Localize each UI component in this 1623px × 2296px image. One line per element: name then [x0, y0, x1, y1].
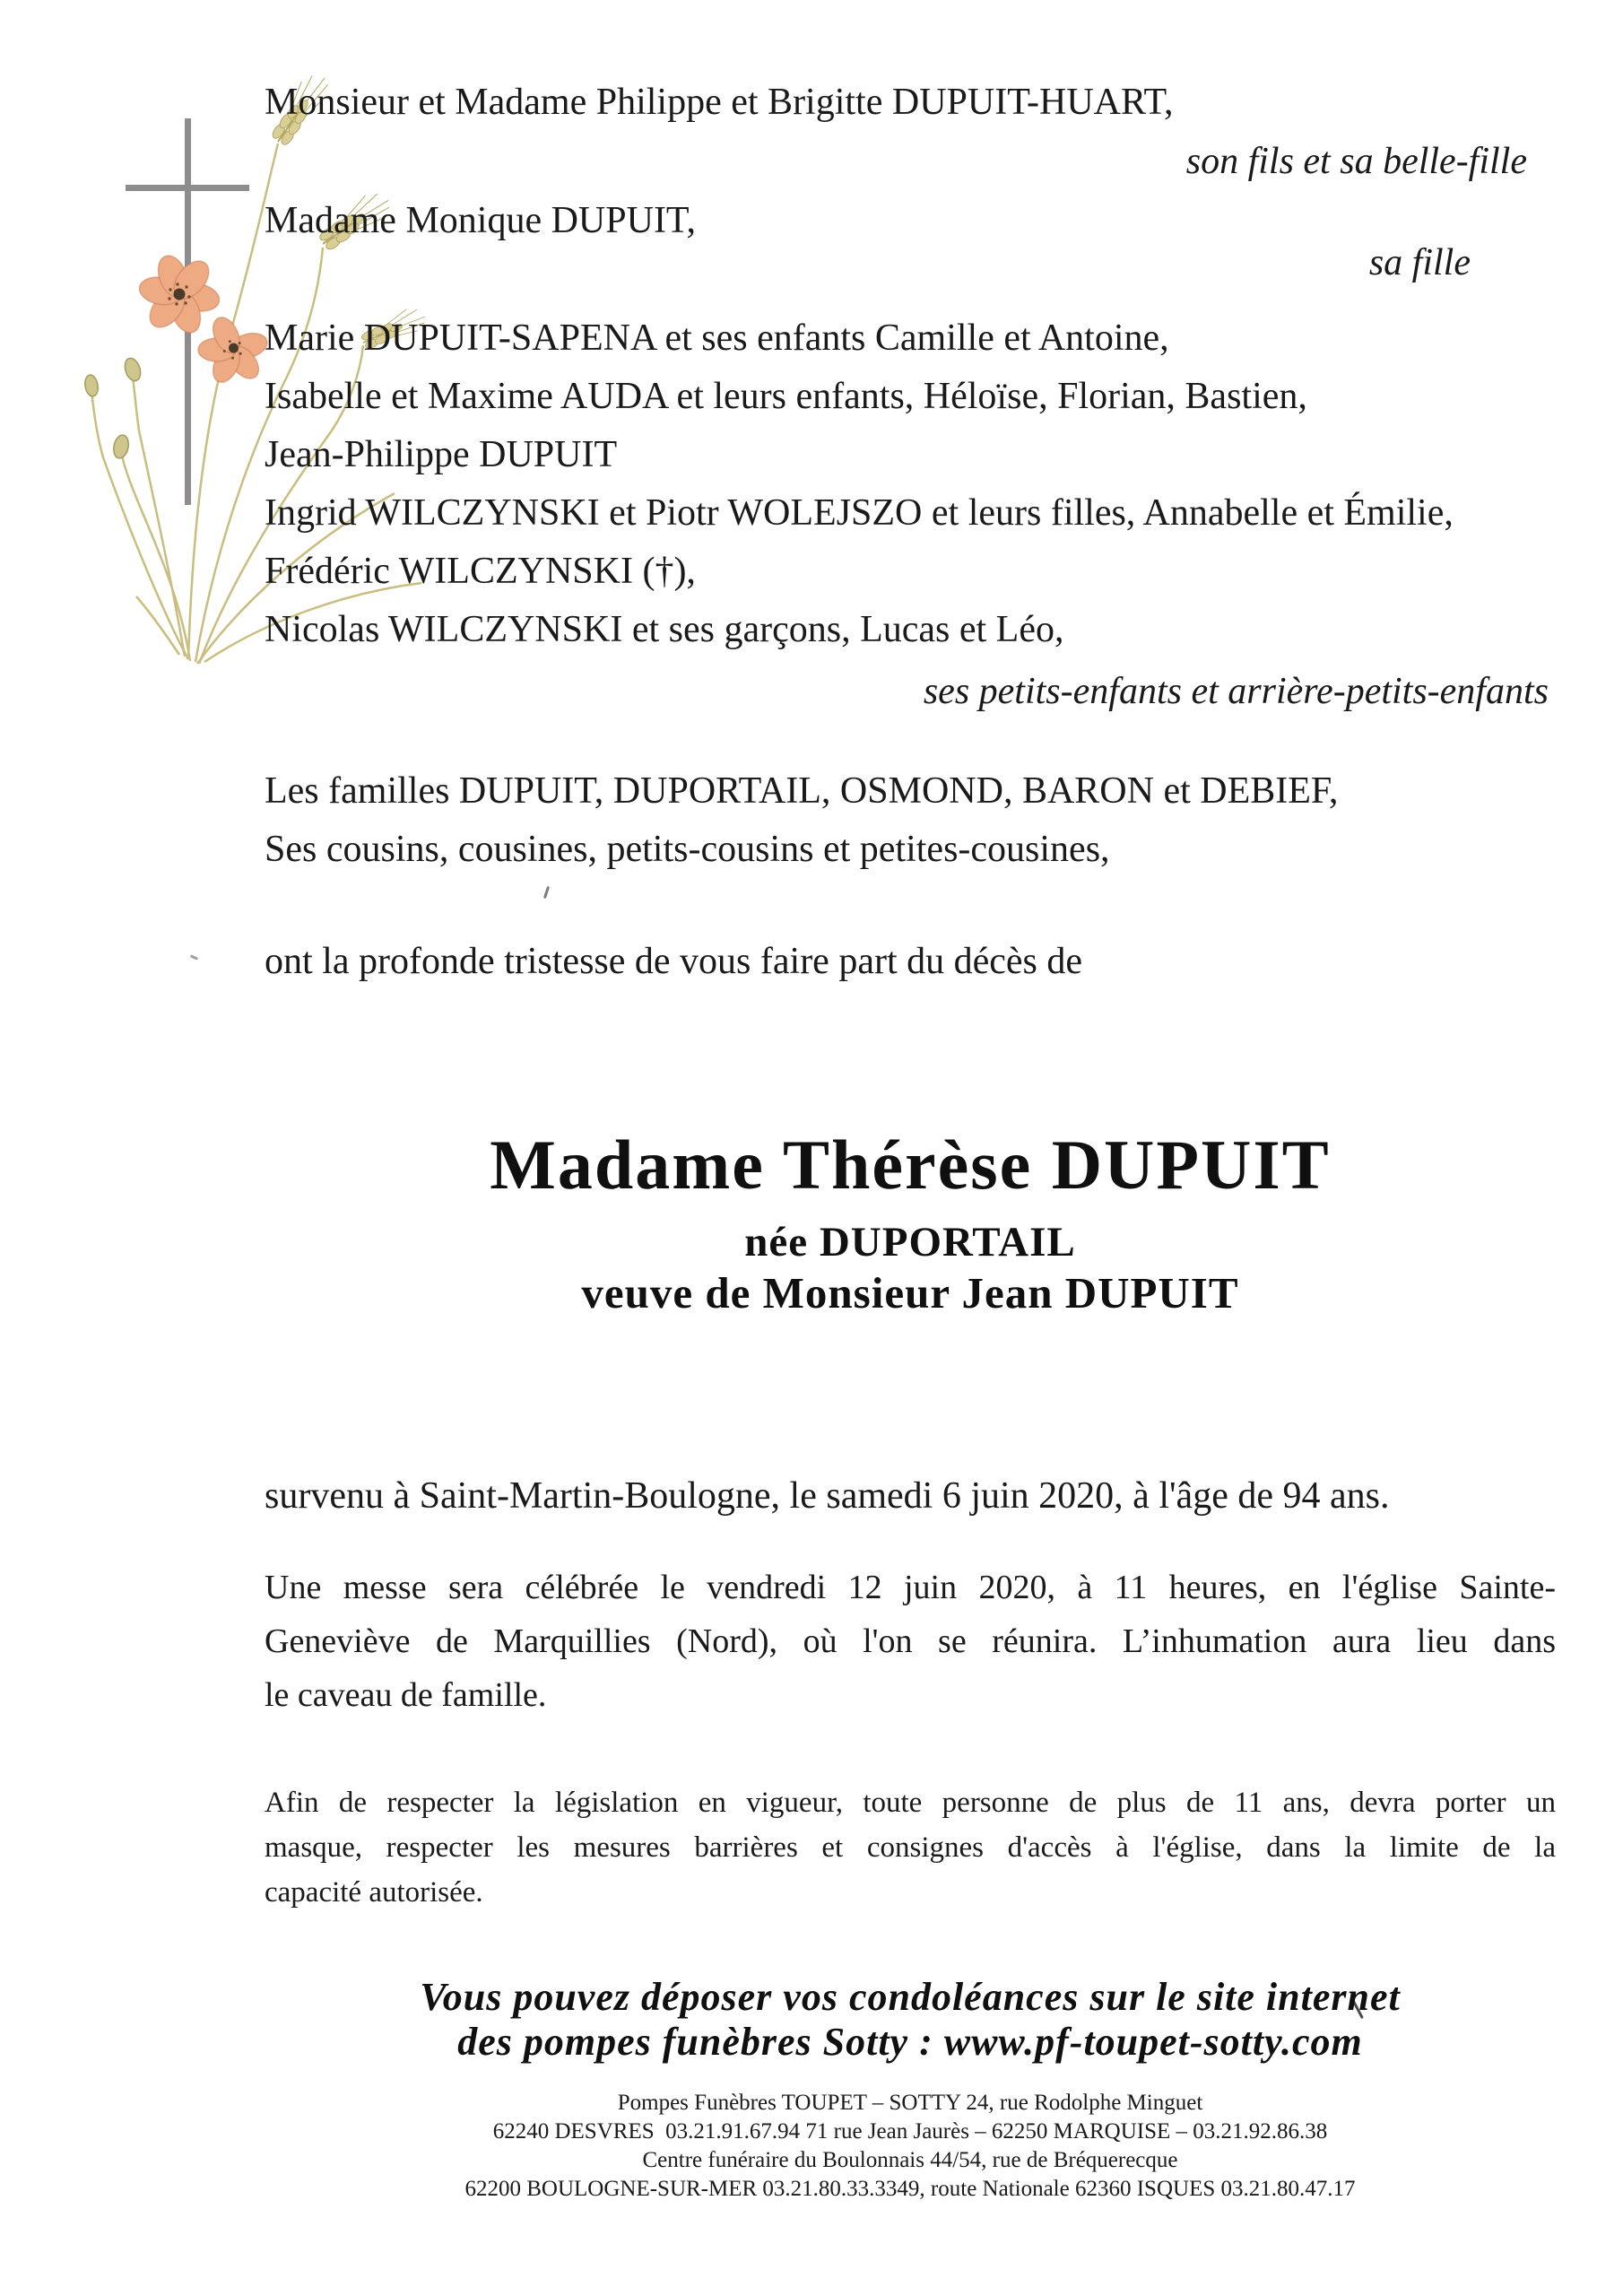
family-line: Marie DUPUIT-SAPENA et ses enfants Camille et Antoine,	[265, 317, 1169, 359]
scan-artifact	[190, 954, 198, 961]
relatives-cousins-line: Ses cousins, cousines, petits-cousins et petites-cousines,	[265, 829, 1110, 870]
announcement-intro: ont la profonde tristesse de vous faire part du décès de	[265, 941, 1083, 982]
covid-notice-line: Afin de respecter la législation en vigueur, toute personne de plus de 11 ans, devra porter un	[265, 1787, 1556, 1819]
family-line: Ingrid WILCZYNSKI et Piotr WOLEJSZO et leurs filles, Annabelle et Émilie,	[265, 492, 1454, 534]
header-line-son: Monsieur et Madame Philippe et Brigitte DUPUIT-HUART,	[265, 82, 1174, 123]
death-notice: survenu à Saint-Martin-Boulogne, le samedi 6 juin 2020, à l'âge de 94 ans.	[265, 1475, 1390, 1517]
ceremony-line: le caveau de famille.	[265, 1676, 547, 1714]
deceased-widow-of: veuve de Monsieur Jean DUPUIT	[581, 1268, 1239, 1318]
funeral-home-address-3: 62200 BOULOGNE-SUR-MER 03.21.80.33.3349, route Nationale 62360 ISQUES 03.21.80.47.17	[464, 2177, 1356, 2201]
family-line: Isabelle et Maxime AUDA et leurs enfants, Héloïse, Florian, Bastien,	[265, 376, 1307, 417]
announcement-body	[265, 0, 1556, 2204]
covid-notice-line: capacité autorisée.	[265, 1876, 483, 1909]
funeral-home-address-1: 62240 DESVRES 03.21.91.67.94 71 rue Jean Jaurès – 62250 MARQUISE – 03.21.92.86.38	[492, 2119, 1328, 2144]
family-line: Jean-Philippe DUPUIT	[265, 434, 618, 475]
covid-notice-line: masque, respecter les mesures barrières et consignes d'accès à l'église, dans la limite de la	[265, 1831, 1556, 1864]
poppy-flowers	[137, 252, 277, 395]
relation-grandchildren: ses petits-enfants et arrière-petits-enfants	[923, 671, 1549, 712]
condolences-line: Vous pouvez déposer vos condoléances sur le site internet	[420, 1975, 1401, 2019]
deceased-name: Madame Thérèse DUPUIT	[490, 1126, 1331, 1204]
funeral-home-name: Pompes Funèbres TOUPET – SOTTY 24, rue Rodolphe Minguet	[617, 2091, 1203, 2115]
condolences-website-line: des pompes funèbres Sotty : www.pf-toupet-sotty.com	[457, 2020, 1363, 2064]
funeral-home-address-2: Centre funéraire du Boulonnais 44/54, rue de Bréquerecque	[642, 2148, 1178, 2172]
header-line-daughter: Madame Monique DUPUIT,	[265, 200, 696, 241]
ceremony-line: Geneviève de Marquillies (Nord), où l'on se réunira. L’inhumation aura lieu dans	[265, 1622, 1556, 1660]
ceremony-line: Une messe sera célébrée le vendredi 12 juin 2020, à 11 heures, en l'église Sainte-	[265, 1569, 1556, 1606]
relation-son: son fils et sa belle-fille	[1185, 141, 1527, 182]
deceased-maiden-name: née DUPORTAIL	[744, 1219, 1076, 1265]
relatives-families-line: Les familles DUPUIT, DUPORTAIL, OSMOND, BARON et DEBIEF,	[265, 770, 1339, 812]
family-line: Nicolas WILCZYNSKI et ses garçons, Lucas et Léo,	[265, 609, 1064, 650]
relation-daughter: sa fille	[1368, 242, 1471, 283]
family-line: Frédéric WILCZYNSKI (†),	[265, 551, 696, 592]
